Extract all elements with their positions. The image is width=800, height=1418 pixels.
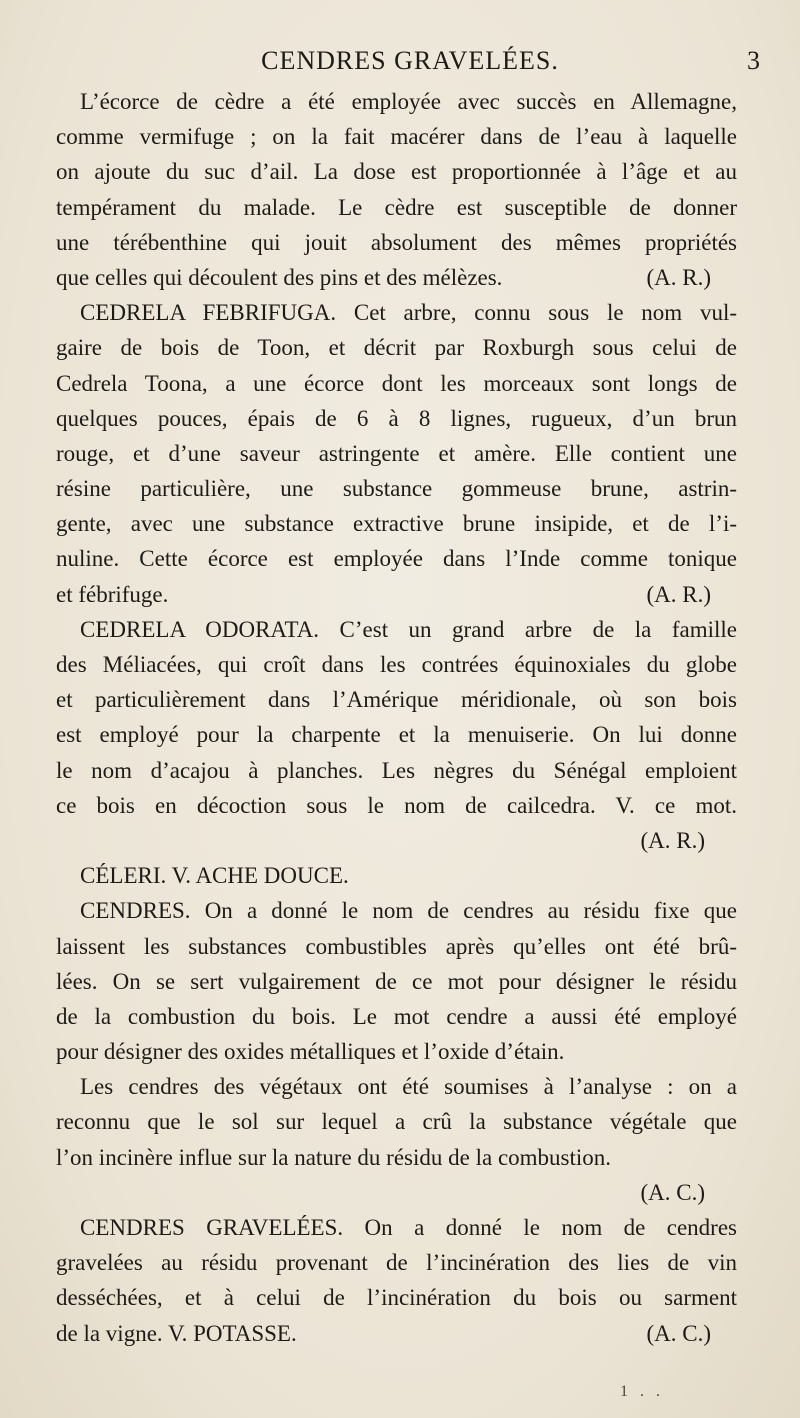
author-signature: (A. C.) <box>640 1179 705 1205</box>
text-line: résine particulière, une substance gommeuse brune, astrin- <box>56 476 737 502</box>
text-line: CEDRELA ODORATA. C’est un grand arbre de la famille <box>80 616 737 642</box>
text-line: gravelées au résidu provenant de l’incinération des lies de vin <box>56 1250 737 1276</box>
text-line: lées. On se sert vulgairement de ce mot pour désigner le résidu <box>56 968 737 994</box>
text-line-content: de la vigne. V. POTASSE. <box>56 1320 297 1346</box>
text-line: tempérament du malade. Le cèdre est susceptible de donner <box>56 194 737 220</box>
text-line: quelques pouces, épais de 6 à 8 lignes, rugueux, d’un brun <box>56 405 737 431</box>
text-line: Cedrela Toona, a une écorce dont les morceaux sont longs de <box>56 370 737 396</box>
text-line <box>56 1316 737 1351</box>
text-line: Les cendres des végétaux ont été soumises à l’analyse : on a <box>80 1074 737 1100</box>
text-line: CÉLERI. V. ACHE DOUCE. <box>80 863 349 889</box>
author-signature: (A. C.) <box>646 1320 711 1346</box>
text-line <box>56 1175 737 1210</box>
text-line: gente, avec une substance extractive brune insipide, et de l’i- <box>56 511 737 537</box>
text-line: CENDRES. On a donné le nom de cendres au résidu fixe que <box>80 898 737 924</box>
text-line: pour désigner des oxides métalliques et l’oxide d’étain. <box>56 1039 565 1065</box>
text-line: rouge, et d’une saveur astringente et amère. Elle contient une <box>56 440 737 466</box>
text-line: L’écorce de cèdre a été employée avec succès en Allemagne, <box>80 89 737 114</box>
text-line <box>56 260 737 295</box>
text-line: CEDRELA FEBRIFUGA. Cet arbre, connu sous le nom vul- <box>80 300 737 326</box>
author-signature: (A. R.) <box>640 827 705 853</box>
text-line-content: que celles qui découlent des pins et des mélèzes. <box>56 264 503 290</box>
author-signature: (A. R.) <box>646 581 711 607</box>
signature-mark: 1 . . <box>620 1383 664 1400</box>
text-line: une térébenthine qui jouit absolument des mêmes propriétés <box>56 229 737 255</box>
text-line: comme vermifuge ; on la fait macérer dans de l’eau à laquelle <box>56 124 737 150</box>
text-line: ce bois en décoction sous le nom de cailcedra. V. ce mot. <box>56 792 737 818</box>
author-signature: (A. R.) <box>646 264 711 290</box>
text-line: l’on incinère influe sur la nature du résidu de la combustion. <box>56 1144 612 1170</box>
page-header <box>60 46 760 82</box>
text-line-content: et fébrifuge. <box>56 581 169 607</box>
text-line: laissent les substances combustibles après qu’elles ont été brû- <box>56 933 737 959</box>
text-line: nuline. Cette écorce est employée dans l’Inde comme tonique <box>56 546 737 572</box>
text-line <box>56 577 737 612</box>
text-line: desséchées, et à celui de l’incinération du bois ou sarment <box>56 1285 737 1311</box>
body-text <box>56 84 737 1351</box>
page-number: 3 <box>747 46 760 75</box>
text-line: on ajoute du suc d’ail. La dose est proportionnée à l’âge et au <box>56 159 737 185</box>
text-line: le nom d’acajou à planches. Les nègres du Sénégal emploient <box>56 757 737 783</box>
text-line: reconnu que le sol sur lequel a crû la substance végétale que <box>56 1109 737 1135</box>
text-line: CENDRES GRAVELÉES. On a donné le nom de cendres <box>80 1215 737 1240</box>
text-line <box>56 823 737 858</box>
text-line: des Méliacées, qui croît dans les contrées équinoxiales du globe <box>56 652 737 677</box>
text-line: et particulièrement dans l’Amérique méridionale, où son bois <box>56 687 737 713</box>
text-line: de la combustion du bois. Le mot cendre a aussi été employé <box>56 1003 737 1029</box>
text-line: est employé pour la charpente et la menuiserie. On lui donne <box>56 722 737 748</box>
running-title: CENDRES GRAVELÉES. <box>261 46 559 75</box>
text-line: gaire de bois de Toon, et décrit par Roxburgh sous celui de <box>56 335 737 361</box>
